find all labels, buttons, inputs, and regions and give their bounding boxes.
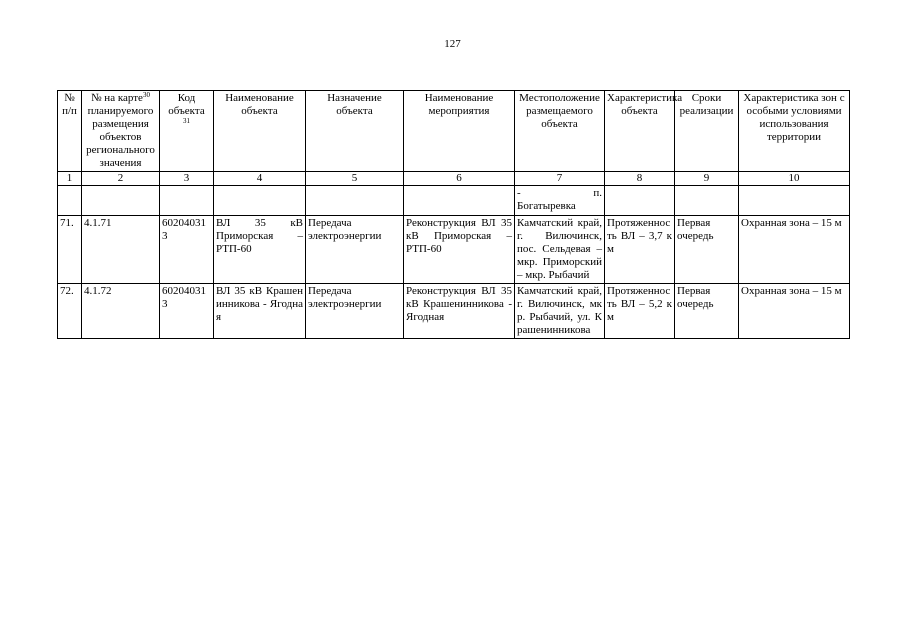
map-number: 4.1.71 xyxy=(82,216,160,284)
object-characteristic: Протяженность ВЛ – 5,2 км xyxy=(605,284,675,339)
object-purpose: Передача электроэнергии xyxy=(306,216,404,284)
header-cell-1: № п/п xyxy=(58,91,82,172)
row-number: 72. xyxy=(58,284,82,339)
object-location: Камчатский край, г. Вилючинск, мкр. Рыбачий, ул. Крашенинникова xyxy=(515,284,605,339)
header-cell-9: Сроки реализации xyxy=(675,91,739,172)
header-cell-8: Характеристика объекта xyxy=(605,91,675,172)
column-number: 5 xyxy=(306,172,404,186)
object-purpose: Передача электроэнергии xyxy=(306,284,404,339)
implementation-term: Первая очередь xyxy=(675,284,739,339)
objects-table xyxy=(57,90,850,339)
object-location: Камчатский край, г. Вилючинск, пос. Сельдевая – мкр. Приморский – мкр. Рыбачий xyxy=(515,216,605,284)
header-cell-5: Назначение объекта xyxy=(306,91,404,172)
object-name: ВЛ 35 кВ Крашенинникова - Ягодная xyxy=(214,284,306,339)
object-characteristic: Протяженность ВЛ – 3,7 км xyxy=(605,216,675,284)
column-number: 9 xyxy=(675,172,739,186)
implementation-term: Первая очередь xyxy=(675,216,739,284)
object-code: 602040313 xyxy=(160,216,214,284)
object-action: Реконструкция ВЛ 35 кВ Крашенинникова - Ягодная xyxy=(404,284,515,339)
column-number: 4 xyxy=(214,172,306,186)
page-number: 127 xyxy=(444,38,461,50)
column-number: 3 xyxy=(160,172,214,186)
special-zone: Охранная зона – 15 м xyxy=(739,216,850,284)
continuation-location: - п. Богатыревка xyxy=(515,186,605,216)
header-cell-6: Наименование мероприятия xyxy=(404,91,515,172)
map-number: 4.1.72 xyxy=(82,284,160,339)
column-number: 7 xyxy=(515,172,605,186)
special-zone: Охранная зона – 15 м xyxy=(739,284,850,339)
object-code: 602040313 xyxy=(160,284,214,339)
object-action: Реконструкция ВЛ 35 кВ Приморская – РТП-60 xyxy=(404,216,515,284)
table-row xyxy=(58,284,850,339)
column-number: 8 xyxy=(605,172,675,186)
continuation-row xyxy=(58,186,850,216)
header-row xyxy=(58,91,850,172)
column-number: 6 xyxy=(404,172,515,186)
header-cell-10: Характеристика зон с особыми условиями использования территории xyxy=(739,91,850,172)
row-number: 71. xyxy=(58,216,82,284)
table-row xyxy=(58,216,850,284)
column-number: 1 xyxy=(58,172,82,186)
header-cell-3: Код объекта $^{31}$ xyxy=(160,91,214,172)
object-name: ВЛ 35 кВ Приморская – РТП-60 xyxy=(214,216,306,284)
column-number: 10 xyxy=(739,172,850,186)
column-number-row xyxy=(58,172,850,186)
header-cell-7: Местоположение размещаемого объекта xyxy=(515,91,605,172)
column-number: 2 xyxy=(82,172,160,186)
header-cell-2: № на карте$^{30}$ планируемого размещения объектов регионального значения xyxy=(82,91,160,172)
header-cell-4: Наименование объекта xyxy=(214,91,306,172)
